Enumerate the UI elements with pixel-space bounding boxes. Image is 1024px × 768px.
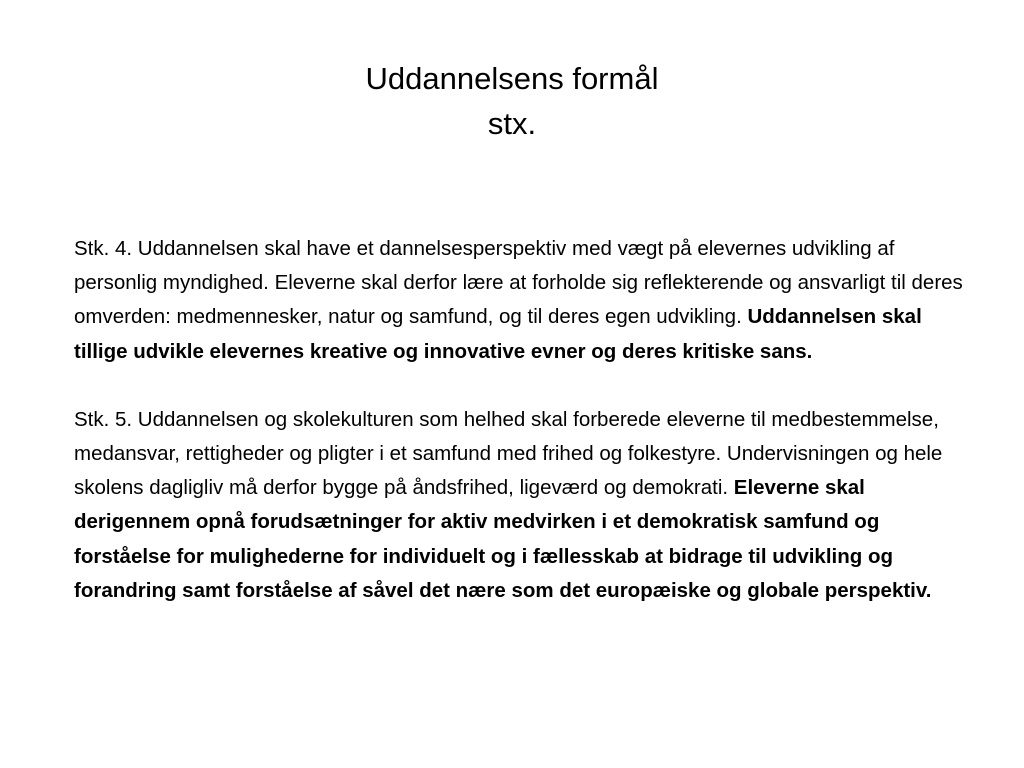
- paragraph-stk-5: [74, 403, 974, 608]
- paragraph-stk-5-text: Stk. 5. Uddannelsen og skolekulturen som helhed skal forberede eleverne til medbestemmelse, medansvar, rettigheder og pligter i et samfund med frihed og folkestyre. Undervisningen og hele skolens dagligliv må derfor bygge på åndsfrihed, ligeværd og demokrati.: [74, 407, 943, 500]
- paragraph-stk-4: [74, 232, 974, 369]
- slide-title-line-2: stx.: [487, 106, 537, 141]
- paragraph-stk-4-bold-text: Uddannelsen skal tillige udvikle elevernes kreative og innovative evner og deres kritiske sans.: [74, 305, 922, 363]
- slide-title-line-1: Uddannelsens formål: [365, 61, 659, 96]
- slide-body: [74, 232, 974, 608]
- paragraph-stk-4-text: Stk. 4. Uddannelsen skal have et dannelsesperspektiv med vægt på elevernes udvikling af personlig myndighed. Eleverne skal derfor lære at forholde sig reflekterende og ansvarligt til deres omverden: medmennesker, natur og samfund, og til deres egen udvikling.: [74, 237, 963, 329]
- paragraph-stk-5-bold-text: Eleverne skal derigennem opnå forudsætninger for aktiv medvirken i et demokratisk samfund og forståelse for mulighederne for individuelt og i fællesskab at bidrage til udvikling og forandring samt forståelse af såvel det nære som det europæiske og globale perspektiv.: [74, 476, 932, 602]
- slide-title: [0, 56, 1024, 146]
